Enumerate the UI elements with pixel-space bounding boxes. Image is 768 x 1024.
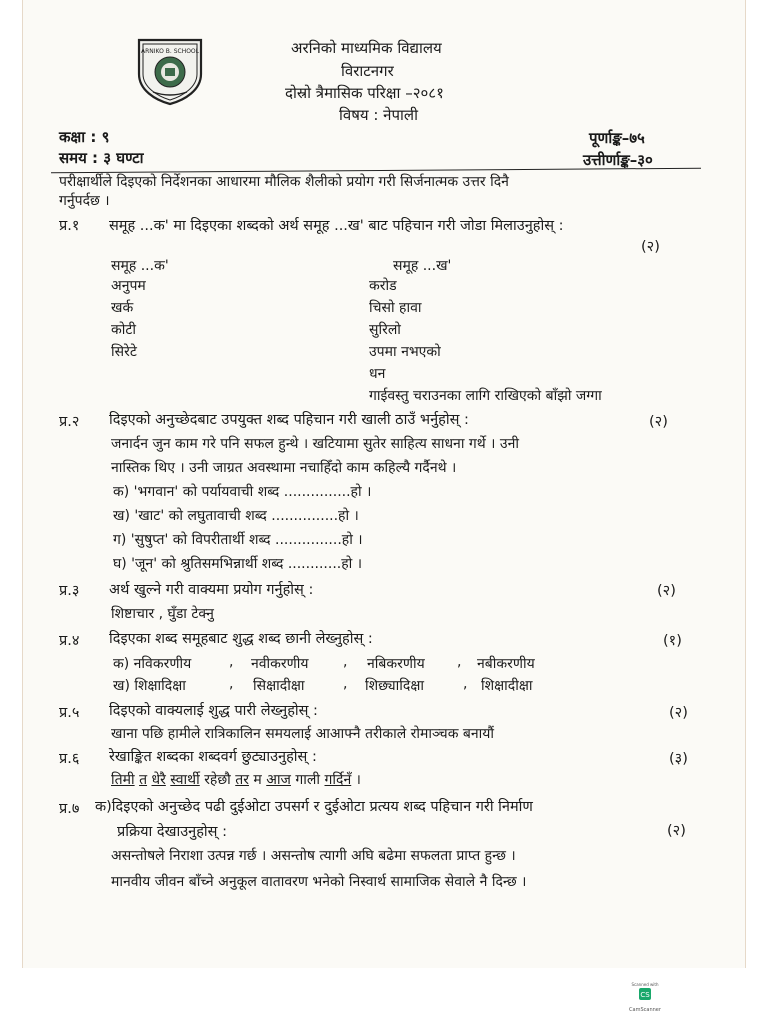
sentence-end: ।: [355, 772, 361, 788]
q4-option: नबीकरणीय: [477, 656, 535, 672]
q1-group-b-item: सुरिलो: [369, 322, 401, 338]
q4-option: शिछ्यादिक्षा: [365, 678, 425, 694]
q2-text: दिइएको अनुच्छेदबाट उपयुक्त शब्द पहिचान गरी खाली ठाउँ भर्नुहोस् :: [109, 412, 469, 428]
q5-number: प्र.५: [59, 705, 80, 721]
q4-option: क) नविकरणीय: [113, 656, 192, 672]
full-marks: पूर्णाङ्क–७५: [589, 129, 645, 147]
school-name: अरनिको माध्यमिक विद्यालय: [291, 39, 442, 57]
q4-marks: (१): [663, 633, 682, 649]
exam-paper: [22, 0, 746, 968]
q6-number: प्र.६: [59, 751, 80, 767]
q1-group-a-item: कोटी: [111, 322, 137, 338]
subject: विषय : नेपाली: [339, 106, 418, 124]
q3-marks: (२): [657, 583, 676, 599]
underlined-word: गर्दिनँ: [324, 772, 352, 788]
exam-title: दोस्रो त्रैमासिक परिक्षा –२०८१: [285, 84, 444, 102]
q5-text: दिइएको वाक्यलाई शुद्ध पारी लेख्नुहोस् :: [109, 703, 318, 719]
underlined-word: आज: [266, 772, 291, 788]
q1-group-a-item: सिरेटे: [111, 344, 137, 360]
q7-marks: (२): [667, 823, 686, 839]
q1-group-b-heading: समूह ...ख': [393, 258, 452, 274]
time-label: समय : ३ घण्टा: [59, 149, 144, 167]
q2-paragraph-line-2: नास्तिक थिए । उनी जाग्रत अवस्थामा नचाहिँदो काम कहिल्यै गर्दैनथे ।: [111, 460, 457, 476]
q4-option: नबिकरणीय: [367, 656, 425, 672]
scanner-line-2: CamScanner: [629, 1007, 661, 1013]
q4-option: सिक्षादीक्षा: [253, 678, 305, 694]
q2-item: घ) 'जून' को श्रुतिसमभिन्नार्थी शब्द ............हो ।: [113, 556, 363, 572]
q1-number: प्र.१: [59, 218, 80, 234]
q1-group-a-item: खर्क: [111, 300, 134, 316]
q4-separator: ,: [343, 654, 348, 670]
q2-item: ग) 'सुषुप्त' को विपरीतार्थी शब्द ...............हो ।: [113, 532, 363, 548]
q7-number: प्र.७: [59, 801, 80, 817]
instruction-line-1: परीक्षार्थीले दिइएको निर्देशनका आधारमा मौलिक शैलीको प्रयोग गरी सिर्जनात्मक उत्तर दिनै: [59, 174, 509, 190]
q4-number: प्र.४: [59, 633, 80, 649]
q1-group-b-item: करोड: [369, 278, 397, 294]
class-label: कक्षा : ९: [59, 128, 110, 146]
underlined-word: तिमी: [111, 772, 135, 788]
q3-number: प्र.३: [59, 583, 80, 599]
plain-word: म: [253, 772, 262, 788]
q2-item: क) 'भगवान' को पर्यायवाची शब्द ...............हो ।: [113, 484, 372, 500]
underlined-word: धेरै: [151, 772, 166, 788]
camscanner-icon: [624, 987, 666, 1003]
svg-text:ARNIKO B. SCHOOL: ARNIKO B. SCHOOL: [141, 48, 199, 55]
q7-text-line-2: प्रक्रिया देखाउनुहोस् :: [117, 824, 227, 840]
underlined-word: त: [139, 772, 148, 788]
q1-group-a-heading: समूह ...क': [111, 258, 169, 274]
q1-marks: (२): [641, 239, 660, 255]
q4-separator: ,: [343, 676, 348, 692]
q6-marks: (३): [669, 751, 688, 767]
plain-word: रहेछौ: [204, 772, 231, 788]
q2-paragraph-line-1: जनार्दन जुन काम गरे पनि सफल हुन्थे । खटियामा सुतेर साहित्य साधना गर्थे । उनी: [111, 436, 520, 452]
city: विराटनगर: [341, 62, 394, 80]
q4-separator: ,: [463, 676, 468, 692]
q1-group-a-item: अनुपम: [111, 278, 146, 294]
plain-word: गाली: [295, 772, 321, 788]
instruction-line-2: गर्नुपर्दछ ।: [59, 193, 110, 209]
q4-text: दिइएका शब्द समूहबाट शुद्ध शब्द छानी लेख्नुहोस् :: [109, 631, 373, 647]
q6-sentence: [111, 770, 361, 789]
q3-words: शिष्टाचार , घुँडा टेक्नु: [111, 606, 214, 622]
q7-paragraph-line-1: असन्तोषले निराशा उत्पन्न गर्छ । असन्तोष त्यागी अघि बढेमा सफलता प्राप्त हुन्छ ।: [111, 848, 516, 864]
underlined-word: तर: [235, 772, 249, 788]
q1-group-b-item: धन: [369, 366, 386, 382]
q1-group-b-item: गाईवस्तु चराउनका लागि राखिएको बाँझो जग्गा: [369, 388, 602, 404]
svg-text:CS: CS: [640, 991, 650, 999]
scanner-line-1: Scanned with: [631, 982, 659, 987]
underlined-word: स्वार्थी: [170, 772, 200, 788]
q7-text: क)दिइएको अनुच्छेद पढी दुईओटा उपसर्ग र दुईओटा प्रत्यय शब्द पहिचान गरी निर्माण: [95, 799, 533, 815]
q1-group-b-item: चिसो हावा: [369, 300, 422, 316]
q2-marks: (२): [649, 414, 668, 430]
q6-text: रेखाङ्कित शब्दका शब्दवर्ग छुट्याउनुहोस् :: [109, 749, 317, 765]
q5-marks: (२): [669, 705, 688, 721]
q4-option: ख) शिक्षादिक्षा: [113, 678, 186, 694]
q4-option: शिक्षादीक्षा: [481, 678, 533, 694]
scanner-watermark: [624, 982, 666, 1016]
q7-paragraph-line-2: मानवीय जीवन बाँच्ने अनुकूल वातावरण भनेको निस्वार्थ सामाजिक सेवाले नै दिन्छ ।: [111, 874, 527, 890]
q4-separator: ,: [229, 654, 234, 670]
q4-option: नवीकरणीय: [251, 656, 309, 672]
school-logo-icon: [133, 34, 207, 106]
q2-item: ख) 'खाट' को लघुतावाची शब्द ...............हो ।: [113, 508, 359, 524]
q1-text: समूह ...क' मा दिइएका शब्दको अर्थ समूह ...ख' बाट पहिचान गरी जोडा मिलाउनुहोस् :: [109, 218, 564, 234]
q1-group-b-item: उपमा नभएको: [369, 344, 441, 360]
q3-text: अर्थ खुल्ने गरी वाक्यमा प्रयोग गर्नुहोस् :: [109, 582, 314, 598]
q4-separator: ,: [229, 676, 234, 692]
q5-sentence: खाना पछि हामीले रात्रिकालिन समयलाई आआफ्नै तरीकाले रोमाञ्चक बनायौं: [111, 726, 495, 742]
pass-marks: उत्तीर्णाङ्क–३०: [583, 151, 653, 169]
q4-separator: ,: [457, 654, 462, 670]
q2-number: प्र.२: [59, 414, 80, 430]
